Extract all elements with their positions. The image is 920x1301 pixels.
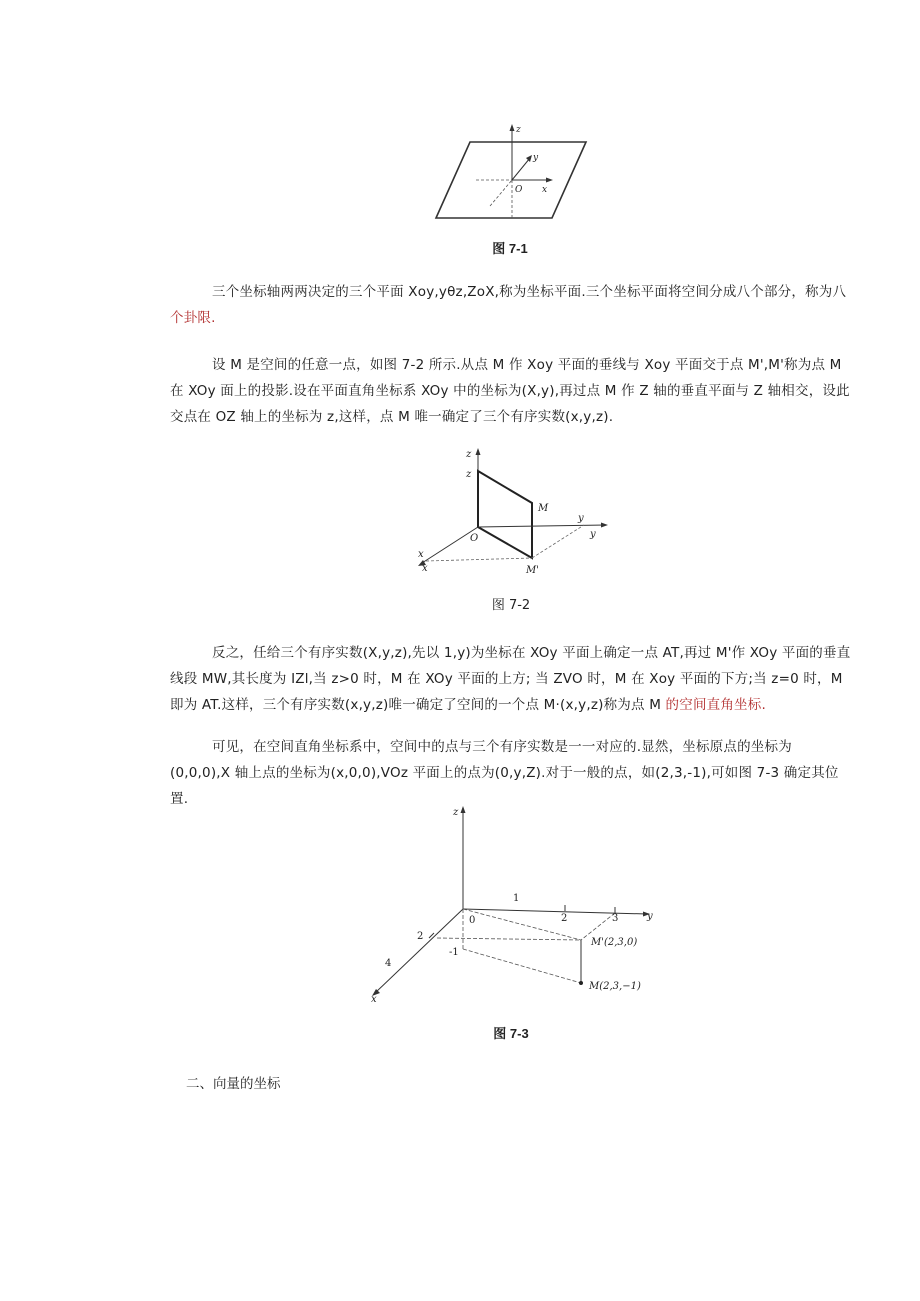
x-value-label: x (422, 563, 428, 574)
x-axis-label: x (418, 549, 424, 560)
z-axis-label: z (466, 449, 472, 460)
paragraph-coordinate-planes (170, 279, 852, 331)
x-axis-label: x (371, 994, 377, 1005)
coordinate-plane-diagram (432, 122, 588, 256)
paragraph-text: 反之，任给三个有序实数(X,y,z),先以 1,y)为坐标在 XOy 平面上确定一点 AT,再过 M'作 XOy 平面的垂直线段 MW,其长度为 IZl,当 z>0 时，M 在 XOy 平面的上方; 当 ZVO 时，M 在 Xoy 平面的下方;当 z=0 时，M 即为 AT.这样，三个有序实数(x,y,z)唯一确定了空间的一个点 M·(x,y,z)称为点 M (170, 645, 851, 713)
x-tick-2-label: 2 (417, 931, 424, 942)
x-axis-label: x (542, 185, 548, 195)
z-axis-label: z (453, 807, 459, 818)
figure-caption: 图 7-3 (493, 1026, 529, 1041)
x-tick-4-label: 4 (385, 958, 392, 969)
origin-label: 0 (469, 915, 476, 926)
y-value-label: y (578, 513, 584, 524)
paragraph-point-definition (170, 352, 852, 430)
origin-label: O (515, 185, 523, 195)
y-axis-label: y (533, 153, 539, 163)
figure-7-3 (367, 803, 655, 1041)
y-tick-1-label: 1 (513, 893, 520, 904)
spatial-coordinate-term: 的空间直角坐标. (665, 697, 766, 713)
octant-term: 个卦限. (170, 310, 216, 326)
paragraph-converse (170, 640, 852, 718)
z-axis-label: z (516, 125, 521, 135)
z-tick-neg1-label: -1 (449, 947, 459, 958)
figure-7-1 (432, 122, 588, 256)
paragraph-text: 可见，在空间直角坐标系中，空间中的点与三个有序实数是一一对应的.显然，坐标原点的坐标为(0,0,0),X 轴上点的坐标为(x,0,0),VOz 平面上的点为(0,y,Z).对于一般的点，如(2,3,-1),可如图 7-3 确定其位置. (170, 739, 839, 807)
figure-7-2 (414, 447, 608, 575)
origin-label: O (470, 533, 479, 544)
y-axis-label: y (647, 911, 653, 922)
point-projection-diagram (414, 447, 608, 575)
paragraph-correspondence (170, 734, 852, 812)
figure-7-2-caption: 图 7-2 (491, 598, 531, 613)
point-m-prime-label: M' (526, 565, 539, 575)
section-heading: 二、向量的坐标 (186, 1076, 281, 1092)
figure-caption: 图 7-1 (492, 241, 528, 256)
y-tick-2-label: 2 (561, 913, 568, 924)
point-2-3-neg1-diagram (367, 803, 655, 1041)
point-m-prime-label: M'(2,3,0) (591, 937, 638, 948)
z-value-label: z (466, 469, 472, 480)
y-axis-label: y (590, 529, 596, 540)
y-tick-3-label: 3 (612, 913, 619, 924)
paragraph-text: 三个坐标轴两两决定的三个平面 Xoy,yθz,ZoX,称为坐标平面.三个坐标平面将空间分成八个部分，称为八 (212, 284, 847, 300)
point-m-label: M (538, 503, 549, 514)
paragraph-text: 设 M 是空间的任意一点，如图 7-2 所示.从点 M 作 Xoy 平面的垂线与 Xoy 平面交于点 M',M'称为点 M 在 XOy 面上的投影.设在平面直角坐标系 XOy 中的坐标为(X,y),再过点 M 作 Z 轴的垂直平面与 Z 轴相交，设此交点在 OZ 轴上的坐标为 z,这样，点 M 唯一确定了三个有序实数(x,y,z). (170, 357, 850, 425)
point-m-label: M(2,3,−1) (589, 981, 641, 992)
